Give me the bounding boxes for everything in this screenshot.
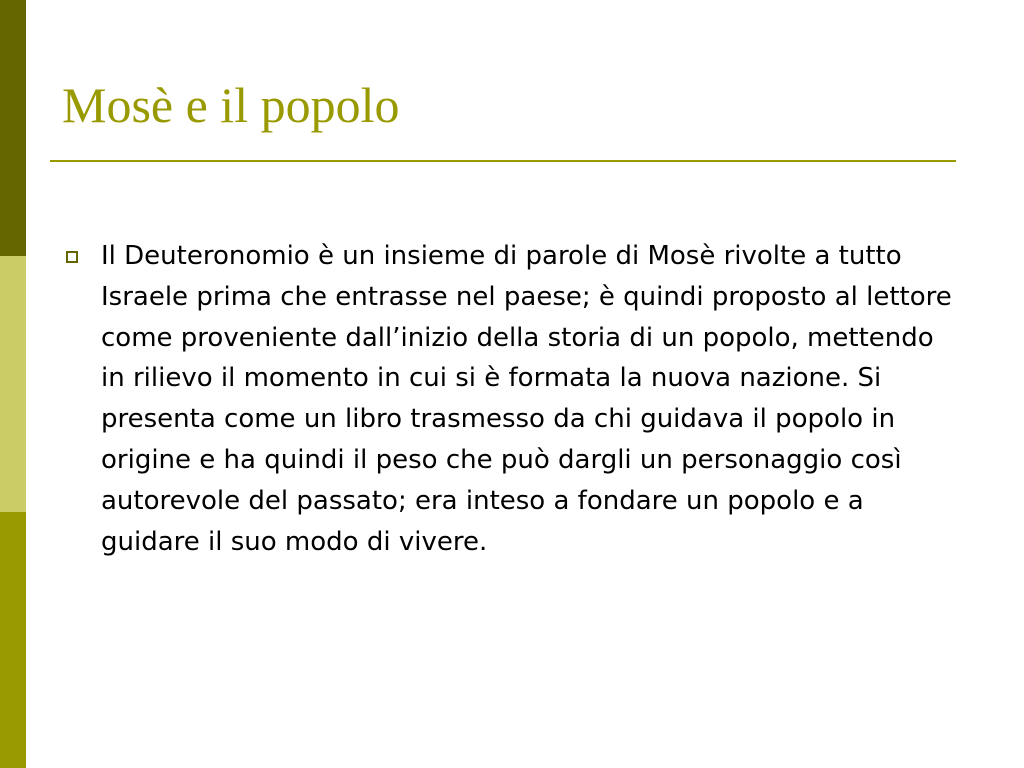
- bullet-text: Il Deuteronomio è un insieme di parole di Mosè rivolte a tutto Israele prima che entrasse nel paese; è quindi proposto al lettore come proveniente dall’inizio della storia di un popolo, mettendo in rilievo il momento in cui si è formata la nuova nazione. Si presenta come un libro trasmesso da chi guidava il popolo in origine e ha quindi il peso che può dargli un personaggio così autorevole del passato; era inteso a fondare un popolo e a guidare il suo modo di vivere.: [101, 241, 952, 557]
- bullet-list: [62, 236, 962, 562]
- title-underline: [50, 160, 956, 162]
- sidebar-segment-dark: [0, 0, 26, 256]
- hollow-square-icon: [66, 251, 78, 263]
- bullet-item: [62, 236, 962, 562]
- sidebar-segment-mid: [0, 512, 26, 768]
- sidebar-decoration: [0, 0, 26, 768]
- slide-title: Mosè e il popolo: [62, 77, 400, 133]
- sidebar-segment-light: [0, 256, 26, 512]
